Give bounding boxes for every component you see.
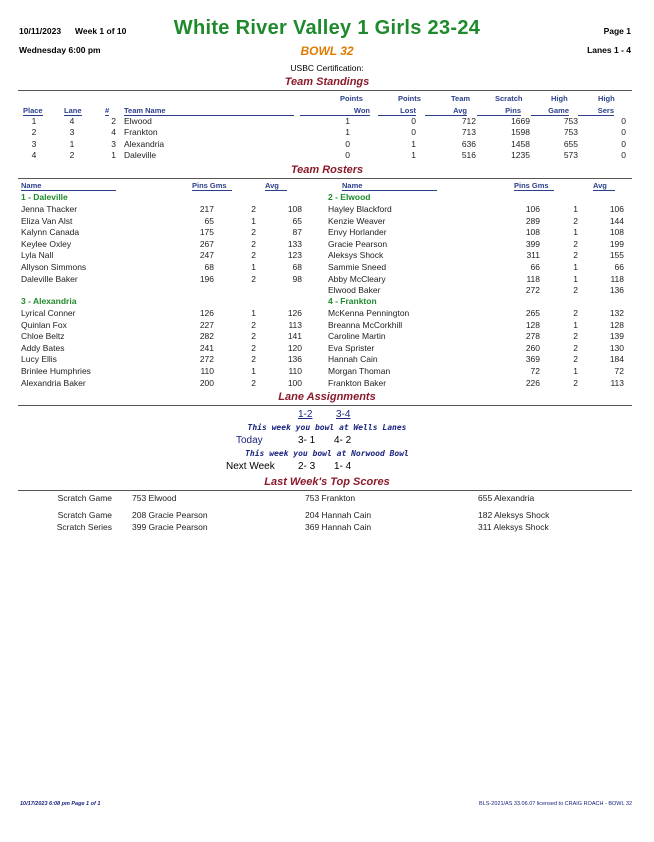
player-name: Abby McCleary: [328, 273, 386, 284]
player-games: 1: [573, 366, 578, 376]
scratch-pins: 1598: [511, 127, 530, 138]
high-sers: 0: [621, 149, 626, 160]
team-name: Alexandria: [124, 138, 165, 149]
player-pins: 110: [200, 366, 214, 376]
standings-row: [0, 150, 654, 161]
footer-license: BLS-2021/AS 33.06.07 licensed to CRAIG ROACH - BOWL 32: [479, 801, 632, 807]
roster-row: [0, 308, 654, 319]
high-game: 753: [563, 116, 578, 126]
score-category: Scratch Game: [57, 510, 112, 520]
divider: [18, 405, 632, 406]
team-name: Daleville: [124, 149, 157, 160]
player-avg: 120: [287, 342, 302, 353]
lane: 1: [69, 138, 75, 149]
high-sers: 0: [621, 127, 626, 138]
page-number: Page 1: [603, 26, 631, 36]
player-games: 2: [573, 354, 578, 365]
standings-row: [0, 127, 654, 138]
player-avg: 108: [609, 227, 624, 238]
team-avg: 713: [461, 127, 476, 138]
roster-row: [0, 204, 654, 215]
top-score-row: [0, 522, 654, 533]
place: 2: [31, 127, 37, 138]
score-first: 399 Gracie Pearson: [132, 522, 208, 532]
team-name: Frankton: [124, 127, 158, 138]
player-avg: 113: [610, 377, 624, 388]
player-name: Kenzie Weaver: [328, 215, 386, 226]
player-pins: 66: [530, 262, 540, 272]
player-avg: 126: [287, 308, 302, 318]
team-heading: 3 - Alexandria: [21, 296, 77, 306]
player-name: Kalynn Canada: [21, 227, 80, 238]
player-name: Daleville Baker: [21, 273, 78, 284]
points-won: 1: [345, 116, 350, 126]
roster-row: [0, 343, 654, 354]
points-lost: 0: [411, 116, 416, 126]
lane: 4: [69, 116, 75, 126]
scratch-pins: 1669: [511, 116, 530, 126]
league-title: White River Valley 1 Girls 23-24: [173, 17, 481, 39]
score-second: 369 Hannah Cain: [305, 522, 372, 532]
top-score-row: [0, 510, 654, 521]
player-name: Envy Horlander: [328, 227, 387, 238]
rosters-title: Team Rosters: [290, 164, 364, 176]
player-pins: 65: [204, 215, 214, 226]
score-category: Scratch Series: [56, 522, 112, 532]
col-pins-gms-right: Pins Gms: [514, 181, 554, 191]
player-pins: 217: [199, 204, 214, 214]
team-heading: 1 - Daleville: [21, 192, 68, 202]
lanes-title: Lane Assignments: [278, 391, 376, 403]
player-name: Hayley Blackford: [328, 204, 392, 214]
player-avg: 110: [288, 366, 302, 376]
score-first: 753 Elwood: [132, 493, 177, 503]
player-avg: 132: [609, 308, 624, 318]
player-name: Elwood Baker: [328, 284, 381, 295]
report-date: 10/11/2023: [19, 26, 62, 36]
col-team-avg-1: Team: [451, 94, 471, 103]
scratch-pins: 1458: [511, 138, 530, 149]
col-high-game-2: Game: [531, 106, 569, 116]
team-heading: 2 - Elwood: [328, 192, 371, 202]
col-high-game-1: High: [551, 94, 568, 103]
points-lost: 1: [411, 138, 416, 149]
player-name: Brinlee Humphries: [21, 366, 91, 376]
today-lane-a: 3- 1: [298, 435, 316, 446]
player-games: 2: [573, 308, 578, 318]
player-pins: 241: [199, 342, 214, 353]
lanes-range: Lanes 1 - 4: [587, 45, 631, 55]
team-number: 4: [111, 127, 116, 138]
col-scratch-pins-1: Scratch: [495, 94, 523, 103]
player-pins: 369: [525, 354, 540, 365]
player-games: 2: [251, 227, 256, 238]
high-sers: 0: [621, 138, 626, 149]
player-name: Morgan Thoman: [328, 366, 391, 376]
player-avg: 139: [609, 331, 624, 342]
player-name: Sammie Sneed: [328, 262, 387, 272]
player-games: 2: [573, 284, 578, 295]
place: 4: [31, 149, 37, 160]
player-games: 2: [573, 250, 578, 261]
col-place: Place: [23, 106, 43, 115]
player-pins: 399: [525, 238, 540, 249]
player-pins: 267: [199, 238, 214, 249]
player-name: Gracie Pearson: [328, 238, 388, 249]
score-third: 311 Aleksys Shock: [478, 522, 549, 532]
player-games: 2: [573, 215, 578, 226]
next-lane-a: 2- 3: [298, 461, 316, 472]
col-avg-right: Avg: [593, 181, 615, 191]
score-third: 182 Aleksys Shock: [478, 510, 550, 520]
player-avg: 108: [287, 204, 302, 214]
points-won: 1: [345, 127, 350, 138]
player-pins: 265: [525, 308, 540, 318]
player-name: Lucy Ellis: [21, 354, 57, 365]
points-lost: 1: [411, 149, 416, 160]
player-pins: 200: [199, 377, 214, 388]
player-name: Lyrical Conner: [21, 308, 76, 318]
score-third: 655 Alexandria: [478, 493, 535, 503]
player-pins: 128: [525, 319, 540, 330]
player-games: 1: [573, 273, 578, 284]
player-avg: 100: [287, 377, 302, 388]
player-games: 2: [573, 238, 578, 249]
roster-row: [0, 227, 654, 238]
score-category: Scratch Game: [57, 493, 112, 503]
player-name: Alexandria Baker: [21, 377, 86, 388]
player-avg: 155: [609, 250, 624, 261]
player-avg: 130: [609, 342, 624, 353]
high-sers: 0: [621, 116, 626, 126]
player-games: 2: [573, 377, 578, 388]
player-avg: 128: [609, 319, 624, 330]
player-name: Keylee Oxley: [21, 238, 72, 249]
player-name: Breanna McCorkhill: [328, 319, 403, 330]
player-name: Allyson Simmons: [21, 262, 87, 272]
col-high-sers-2: Sers: [578, 106, 614, 116]
player-games: 1: [573, 262, 578, 272]
place: 1: [31, 116, 37, 126]
team-avg: 712: [461, 116, 476, 126]
roster-row: [0, 331, 654, 342]
player-name: Eliza Van Alst: [21, 215, 73, 226]
footer-printed: 10/17/2023 6:08 pm Page 1 of 1: [20, 801, 101, 807]
col-points-lost-1: Points: [398, 94, 421, 103]
player-avg: 68: [292, 262, 302, 272]
player-pins: 68: [204, 262, 214, 272]
next-week-note: This week you bowl at Norwood Bowl: [245, 449, 409, 458]
team-number: 1: [111, 149, 116, 160]
roster-row: [0, 274, 654, 285]
player-games: 2: [251, 238, 256, 249]
player-name: Eva Sprister: [328, 342, 375, 353]
team-number: 3: [111, 138, 116, 149]
high-game: 753: [563, 127, 578, 138]
standings-row: [0, 139, 654, 150]
col-points-won-2: Won: [300, 106, 370, 116]
player-games: 2: [573, 342, 578, 353]
high-game: 655: [563, 138, 578, 149]
roster-row: [0, 216, 654, 227]
place: 3: [31, 138, 37, 149]
points-lost: 0: [411, 127, 416, 138]
this-week-note: This week you bowl at Wells Lanes: [247, 423, 407, 432]
player-games: 1: [573, 204, 578, 214]
player-pins: 175: [199, 227, 214, 238]
score-second: 204 Hannah Cain: [305, 510, 372, 520]
player-avg: 133: [287, 238, 302, 249]
today-lane-b: 4- 2: [334, 435, 352, 446]
divider: [18, 90, 632, 91]
divider: [18, 178, 632, 179]
player-games: 2: [251, 354, 256, 365]
lane-pair-1: 1-2: [298, 409, 313, 420]
col-team-avg-2: Avg: [425, 106, 467, 116]
col-points-won-1: Points: [340, 94, 363, 103]
player-games: 1: [573, 319, 578, 330]
player-name: Jenna Thacker: [21, 204, 78, 214]
col-name-right: Name: [342, 181, 437, 191]
player-avg: 106: [609, 204, 624, 214]
col-num: #: [105, 106, 110, 115]
player-games: 2: [251, 342, 256, 353]
col-avg-left: Avg: [265, 181, 287, 191]
top-score-row: [0, 493, 654, 504]
roster-row: [0, 262, 654, 273]
player-name: Frankton Baker: [328, 377, 387, 388]
top-scores-title: Last Week's Top Scores: [264, 476, 390, 488]
standings-title: Team Standings: [284, 76, 370, 88]
team-heading: 4 - Frankton: [328, 296, 377, 306]
col-points-lost-2: Lost: [378, 106, 416, 116]
player-avg: 66: [614, 262, 624, 272]
player-name: Aleksys Shock: [328, 250, 384, 261]
player-games: 2: [251, 331, 256, 342]
player-games: 2: [251, 250, 256, 261]
points-won: 0: [345, 138, 350, 149]
player-games: 1: [251, 215, 256, 226]
roster-row: [0, 366, 654, 377]
team-avg: 516: [461, 149, 476, 160]
player-pins: 289: [525, 215, 540, 226]
high-game: 573: [563, 149, 578, 160]
points-won: 0: [345, 149, 350, 160]
player-pins: 196: [199, 273, 214, 284]
player-name: Caroline Martin: [328, 331, 386, 342]
player-games: 1: [251, 262, 256, 272]
player-pins: 227: [199, 319, 214, 330]
player-name: Lyla Nall: [21, 250, 54, 261]
day-time: Wednesday 6:00 pm: [19, 45, 101, 55]
player-avg: 72: [614, 366, 624, 376]
player-avg: 65: [292, 215, 302, 226]
player-pins: 118: [526, 273, 540, 284]
col-pins-gms-left: Pins Gms: [192, 181, 232, 191]
player-avg: 98: [292, 273, 302, 284]
player-pins: 278: [525, 331, 540, 342]
bowl-name: BOWL 32: [300, 44, 354, 58]
standings-row: [0, 116, 654, 127]
player-avg: 118: [610, 273, 624, 284]
player-pins: 272: [199, 354, 214, 365]
player-avg: 87: [292, 227, 302, 238]
next-lane-b: 1- 4: [334, 461, 352, 472]
player-games: 2: [251, 377, 256, 388]
player-pins: 72: [530, 366, 540, 376]
roster-row: [0, 250, 654, 261]
player-avg: 141: [287, 331, 302, 342]
player-pins: 108: [525, 227, 540, 238]
score-second: 753 Frankton: [305, 493, 356, 503]
player-pins: 272: [525, 284, 540, 295]
player-games: 2: [251, 319, 256, 330]
player-pins: 247: [199, 250, 214, 261]
player-games: 2: [573, 331, 578, 342]
lane: 2: [69, 149, 75, 160]
team-number: 2: [111, 116, 116, 126]
player-avg: 144: [609, 215, 624, 226]
player-pins: 126: [199, 308, 214, 318]
usbc-certification: USBC Certification:: [290, 63, 364, 73]
player-pins: 226: [525, 377, 540, 388]
player-avg: 113: [288, 319, 302, 330]
roster-row: [0, 285, 654, 296]
player-name: Quinlan Fox: [21, 319, 67, 330]
col-scratch-pins-2: Pins: [477, 106, 521, 116]
player-games: 2: [251, 273, 256, 284]
player-avg: 136: [287, 354, 302, 365]
player-avg: 199: [609, 238, 624, 249]
player-games: 2: [251, 204, 256, 214]
col-name-left: Name: [21, 181, 116, 191]
next-week-label: Next Week: [226, 461, 275, 472]
player-name: Addy Bates: [21, 342, 65, 353]
team-name: Elwood: [124, 116, 152, 126]
player-pins: 311: [526, 250, 540, 261]
player-pins: 260: [525, 342, 540, 353]
scratch-pins: 1235: [511, 149, 530, 160]
score-first: 208 Gracie Pearson: [132, 510, 208, 520]
lane-pair-2: 3-4: [336, 409, 351, 420]
player-avg: 123: [287, 250, 302, 261]
player-name: Hannah Cain: [328, 354, 378, 365]
lane: 3: [69, 127, 75, 138]
today-label: Today: [236, 435, 263, 446]
roster-row: [0, 354, 654, 365]
week-indicator: Week 1 of 10: [75, 26, 127, 36]
player-name: McKenna Pennington: [328, 308, 410, 318]
team-avg: 636: [461, 138, 476, 149]
player-games: 1: [251, 366, 256, 376]
player-pins: 106: [525, 204, 540, 214]
col-team-name: Team Name: [124, 106, 294, 116]
roster-row: [0, 320, 654, 331]
player-name: Chloe Beltz: [21, 331, 65, 342]
roster-row: [0, 378, 654, 389]
player-games: 1: [573, 227, 578, 238]
player-pins: 282: [199, 331, 214, 342]
player-games: 1: [251, 308, 256, 318]
player-avg: 136: [609, 284, 624, 295]
col-high-sers-1: High: [598, 94, 615, 103]
player-avg: 184: [609, 354, 624, 365]
col-lane: Lane: [64, 106, 82, 115]
roster-row: [0, 239, 654, 250]
divider: [18, 490, 632, 491]
